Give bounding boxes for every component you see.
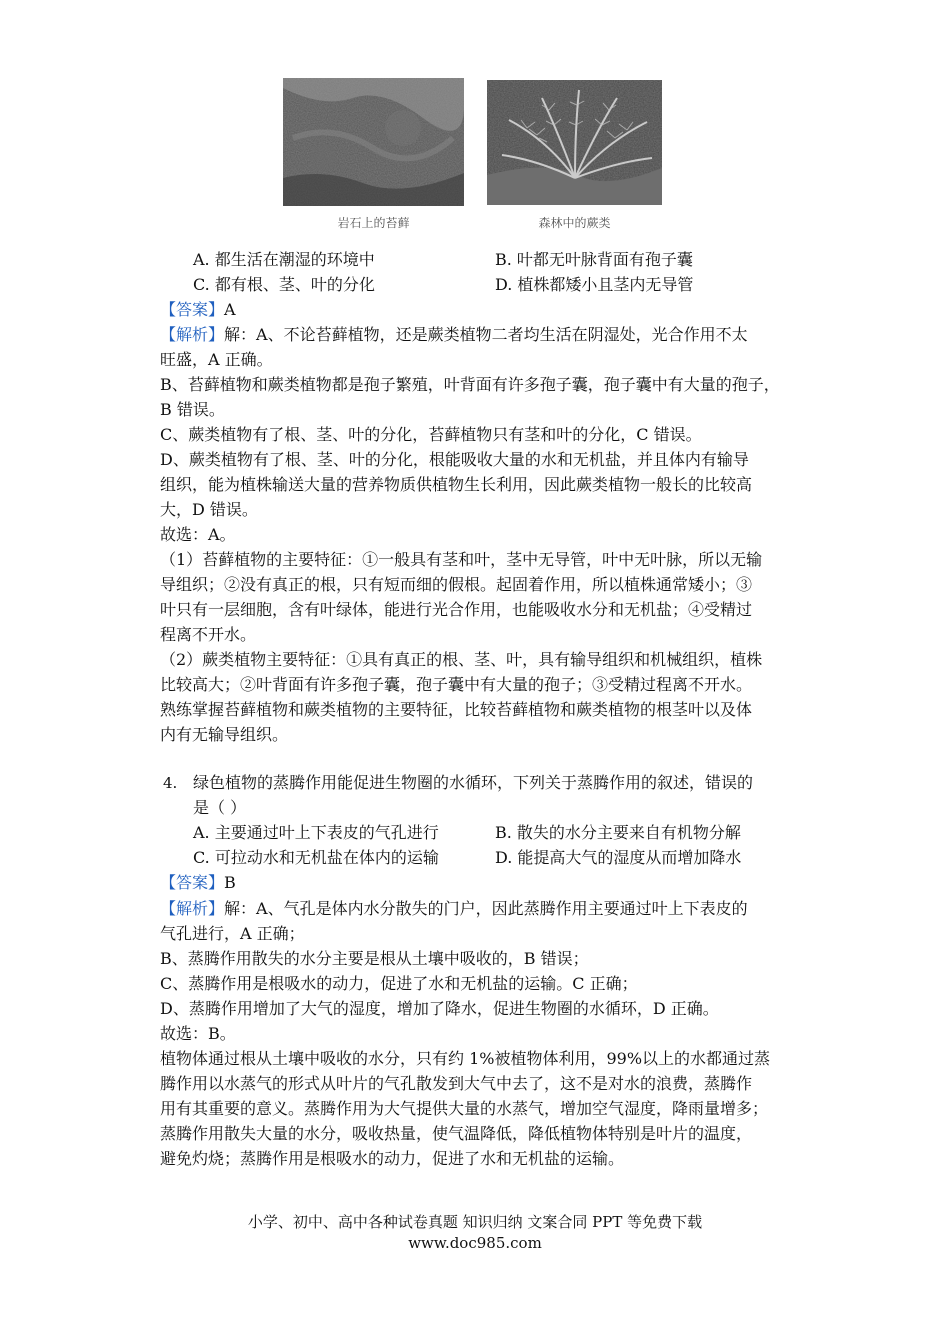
fern-caption: 森林中的蕨类 bbox=[538, 216, 611, 230]
q4-analysis-line: B、蒸腾作用散失的水分主要是根从土壤中吸收的，B 错误； bbox=[160, 949, 589, 968]
q4-option-a: A. 主要通过叶上下表皮的气孔进行 bbox=[193, 823, 439, 842]
answer-tag: 【答案】 bbox=[160, 300, 225, 319]
q3-analysis-line: 导组织；②没有真正的根，只有短而细的假根。起固着作用，所以植株通常矮小；③ bbox=[160, 575, 753, 594]
analysis-tag: 【解析】 bbox=[160, 899, 225, 918]
q3-analysis-line: （2）蕨类植物主要特征：①具有真正的根、茎、叶，具有输导组织和机械组织，植株 bbox=[160, 650, 763, 669]
q3-analysis-line: 熟练掌握苔藓植物和蕨类植物的主要特征，比较苔藓植物和蕨类植物的根茎叶以及体 bbox=[160, 700, 753, 719]
answer-value: B bbox=[224, 873, 236, 892]
q3-analysis-line: （1）苔藓植物的主要特征：①一般具有茎和叶，茎中无导管，叶中无叶脉，所以无输 bbox=[160, 550, 763, 569]
q4-analysis-line: 腾作用以水蒸气的形式从叶片的气孔散发到大气中去了，这不是对水的浪费，蒸腾作 bbox=[160, 1074, 753, 1093]
answer-tag: 【答案】 bbox=[160, 873, 225, 892]
q4-analysis-line: 蒸腾作用散失大量的水分，吸收热量，使气温降低，降低植物体特别是叶片的温度， bbox=[160, 1124, 753, 1143]
q4-analysis-line: 避免灼烧；蒸腾作用是根吸水的动力，促进了水和无机盐的运输。 bbox=[160, 1149, 625, 1168]
q4-analysis-line: D、蒸腾作用增加了大气的湿度，增加了降水，促进生物圈的水循环，D 正确。 bbox=[160, 999, 719, 1018]
q4-option-c: C. 可拉动水和无机盐在体内的运输 bbox=[193, 848, 439, 867]
q4-number: 4. bbox=[163, 774, 178, 792]
analysis-text: 解：A、不论苔藓植物，还是蕨类植物二者均生活在阴湿处，光合作用不太 bbox=[224, 325, 748, 344]
q3-analysis-line: B、苔藓植物和蕨类植物都是孢子繁殖，叶背面有许多孢子囊，孢子囊中有大量的孢子， bbox=[160, 375, 780, 394]
q3-analysis-line: 故选：A。 bbox=[160, 525, 236, 544]
q3-analysis-line: 叶只有一层细胞，含有叶绿体，能进行光合作用，也能吸收水分和无机盐；④受精过 bbox=[160, 600, 753, 619]
fern-photo bbox=[487, 80, 662, 205]
q3-analysis-line: 比较高大；②叶背面有许多孢子囊，孢子囊中有大量的孢子；③受精过程离不开水。 bbox=[160, 675, 753, 694]
footer-tagline: 小学、初中、高中各种试卷真题 知识归纳 文案合同 PPT 等免费下载 bbox=[247, 1213, 703, 1231]
q3-analysis-line: D、蕨类植物有了根、茎、叶的分化，根能吸收大量的水和无机盐，并且体内有输导 bbox=[160, 450, 749, 469]
q3-analysis-line: 程离不开水。 bbox=[160, 625, 257, 644]
q3-analysis-line bbox=[160, 324, 748, 346]
q3-answer bbox=[160, 299, 236, 321]
q3-analysis-line: 内有无输导组织。 bbox=[160, 725, 289, 744]
q4-analysis-line: C、蒸腾作用是根吸水的动力，促进了水和无机盐的运输。C 正确； bbox=[160, 974, 638, 993]
q4-option-b: B. 散失的水分主要来自有机物分解 bbox=[495, 823, 741, 842]
q3-analysis-line: C、蕨类植物有了根、茎、叶的分化，苔藓植物只有茎和叶的分化，C 错误。 bbox=[160, 425, 702, 444]
moss-photo bbox=[283, 78, 464, 206]
footer-url[interactable]: www.doc985.com bbox=[408, 1234, 542, 1252]
analysis-text: 解：A、气孔是体内水分散失的门户，因此蒸腾作用主要通过叶上下表皮的 bbox=[224, 899, 748, 918]
q3-option-b: B. 叶都无叶脉背面有孢子囊 bbox=[495, 250, 693, 269]
q3-analysis-line: B 错误。 bbox=[160, 400, 225, 419]
analysis-tag: 【解析】 bbox=[160, 325, 225, 344]
q3-option-d: D. 植株都矮小且茎内无导管 bbox=[495, 275, 694, 294]
moss-caption: 岩石上的苔藓 bbox=[337, 216, 410, 230]
q3-option-a: A. 都生活在潮湿的环境中 bbox=[193, 250, 375, 269]
q4-stem-line2: 是（ ） bbox=[193, 798, 247, 817]
q4-analysis-line: 植物体通过根从土壤中吸收的水分，只有约 1%被植物体利用，99%以上的水都通过蒸 bbox=[160, 1049, 771, 1068]
q4-answer bbox=[160, 872, 236, 894]
q4-analysis-line bbox=[160, 898, 748, 920]
q3-option-c: C. 都有根、茎、叶的分化 bbox=[193, 275, 375, 294]
answer-value: A bbox=[224, 300, 236, 319]
q3-analysis-line: 大，D 错误。 bbox=[160, 500, 258, 519]
q3-analysis-line: 组织，能为植株输送大量的营养物质供植物生长利用，因此蕨类植物一般长的比较高 bbox=[160, 475, 753, 494]
q4-analysis-line: 气孔进行，A 正确； bbox=[160, 924, 305, 943]
q4-option-d: D. 能提高大气的湿度从而增加降水 bbox=[495, 848, 742, 867]
q4-analysis-line: 用有其重要的意义。蒸腾作用为大气提供大量的水蒸气，增加空气湿度，降雨量增多； bbox=[160, 1099, 769, 1118]
q4-analysis-line: 故选：B。 bbox=[160, 1024, 236, 1043]
q3-analysis-line: 旺盛，A 正确。 bbox=[160, 350, 273, 369]
q4-stem-line1: 绿色植物的蒸腾作用能促进生物圈的水循环，下列关于蒸腾作用的叙述，错误的 bbox=[193, 773, 754, 792]
